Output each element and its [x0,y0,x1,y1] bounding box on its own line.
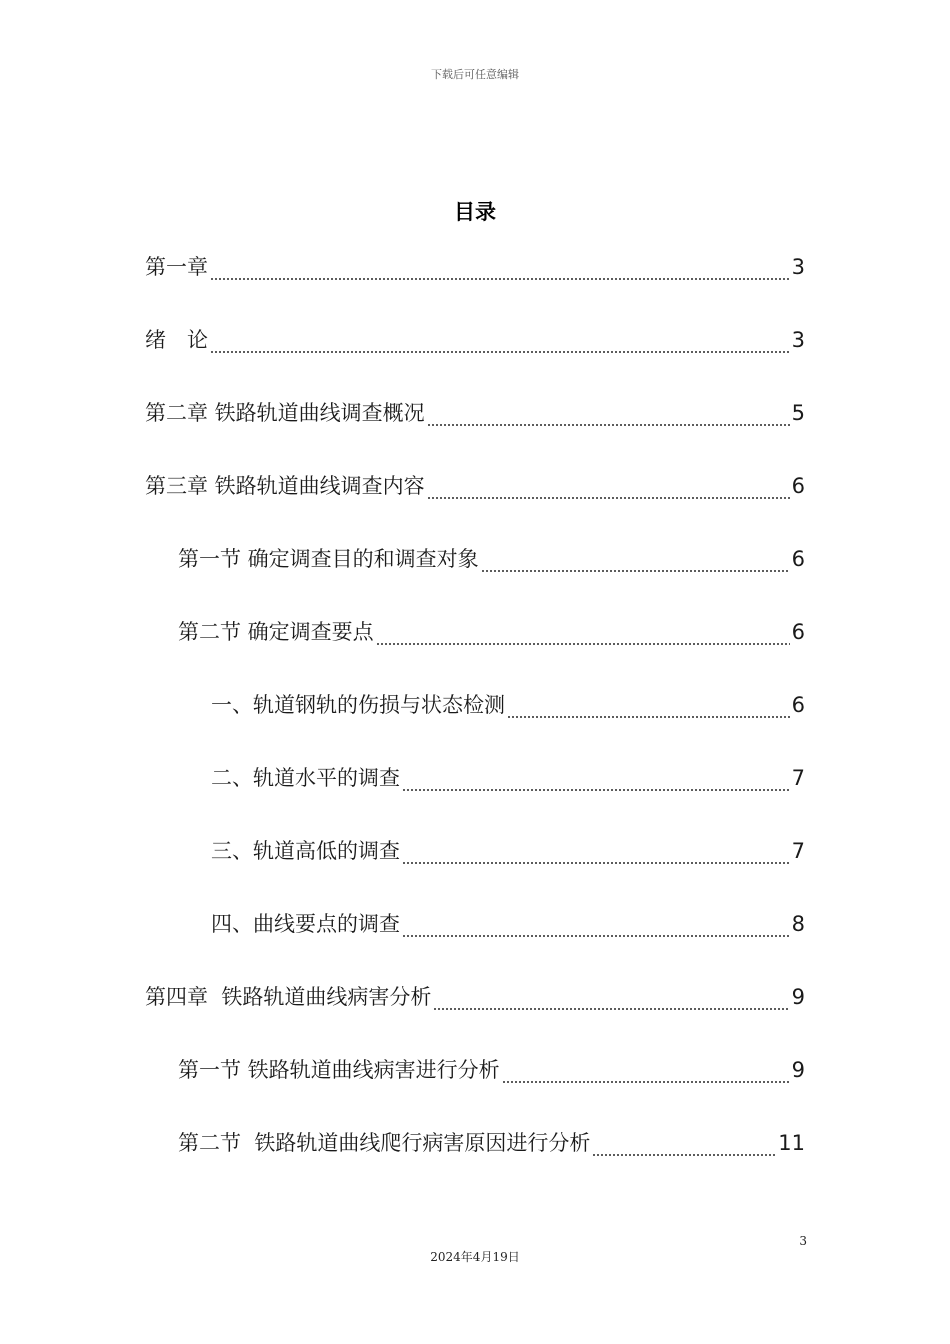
toc-entry[interactable] [145,1051,805,1124]
toc-dot-leader [402,759,790,797]
toc-dot-leader [592,1124,776,1162]
toc-entry[interactable] [145,686,805,759]
page-number: 3 [799,1234,807,1248]
toc-entry[interactable] [145,467,805,540]
toc-entry-page: 9 [791,1058,805,1082]
toc-entry-page: 11 [778,1131,805,1155]
toc-entry[interactable] [145,394,805,467]
toc-entry[interactable] [145,978,805,1051]
toc-entry-page: 5 [791,401,805,425]
toc-entry-page: 8 [791,912,805,936]
toc-dot-leader [427,467,790,505]
toc-entry-label: 第二节 确定调查要点 [178,620,374,644]
toc-dot-leader [481,540,790,578]
toc-entry-label: 第二节 铁路轨道曲线爬行病害原因进行分析 [178,1131,591,1155]
toc-entry[interactable] [145,321,805,394]
toc-entry[interactable] [145,832,805,905]
toc-entry-page: 3 [791,328,805,352]
toc-dot-leader [402,832,790,870]
toc-dot-leader [210,248,790,286]
toc-dot-leader [433,978,789,1016]
toc-title: 目录 [454,200,496,224]
toc-entry-label: 第四章 铁路轨道曲线病害分析 [145,985,432,1009]
toc-entry-label: 三、轨道高低的调查 [211,839,400,863]
toc-entry-page: 3 [791,255,805,279]
toc-entry[interactable] [145,613,805,686]
toc-entry-label: 绪 论 [145,328,208,352]
toc-entry-label: 四、曲线要点的调查 [211,912,400,936]
toc-entry[interactable] [145,248,805,321]
toc-entry-page: 9 [791,985,805,1009]
toc-entry-page: 6 [791,474,805,498]
toc-dot-leader [507,686,790,724]
toc-dot-leader [427,394,790,432]
toc-entry-label: 二、轨道水平的调查 [211,766,400,790]
toc-dot-leader [210,321,790,359]
toc-entry-page: 6 [791,693,805,717]
toc-entry[interactable] [145,540,805,613]
toc-entry-label: 一、轨道钢轨的伤损与状态检测 [211,693,505,717]
toc-entry-label: 第一节 铁路轨道曲线病害进行分析 [178,1058,500,1082]
toc-entry-label: 第一节 确定调查目的和调查对象 [178,547,479,571]
toc-entry-page: 7 [791,839,805,863]
toc-entry-label: 第二章 铁路轨道曲线调查概况 [145,401,425,425]
page-header: 下载后可任意编辑 [431,68,519,81]
toc-entry-page: 6 [791,547,805,571]
toc-entry-label: 第一章 [145,255,208,279]
toc-entry[interactable] [145,1124,805,1197]
page-footer-date: 2024年4月19日 [430,1250,520,1264]
toc-entry[interactable] [145,905,805,978]
toc-entry-page: 7 [791,766,805,790]
toc-entry-label: 第三章 铁路轨道曲线调查内容 [145,474,425,498]
toc-dot-leader [402,905,790,943]
toc-dot-leader [502,1051,790,1089]
toc-entry-page: 6 [791,620,805,644]
table-of-contents [145,248,805,1197]
toc-entry[interactable] [145,759,805,832]
toc-dot-leader [376,613,790,651]
